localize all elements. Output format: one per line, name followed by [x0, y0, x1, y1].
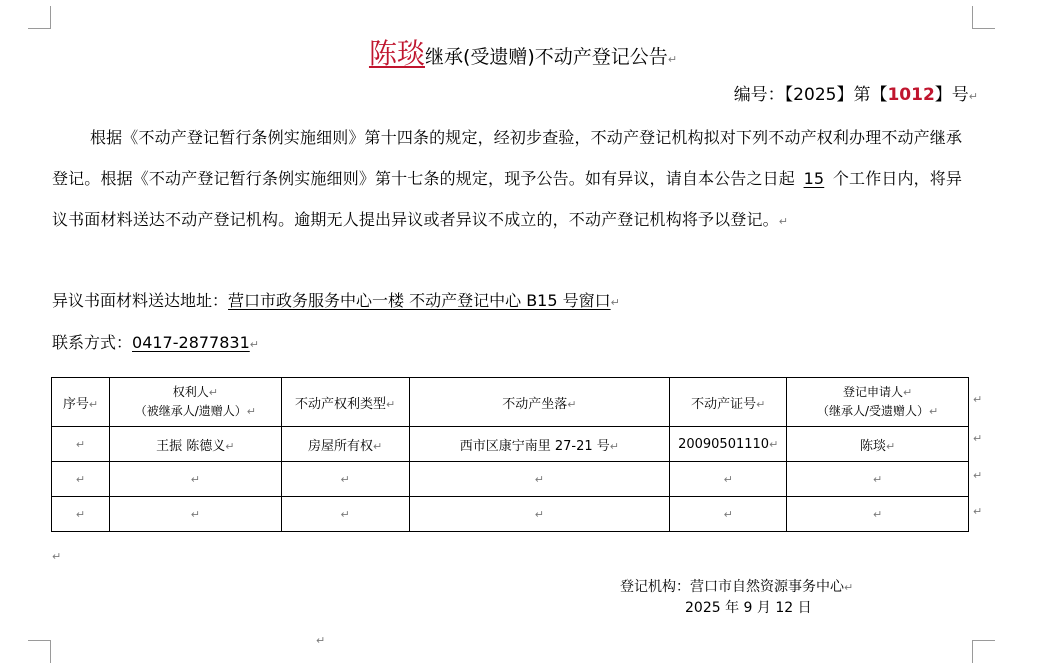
table-header-row [52, 378, 969, 427]
number-suffix[interactable]: 】号 [934, 85, 969, 105]
paragraph-part2[interactable]: 个工作日内，将异议书面材料送达不动产登记机构。逾期无人提出异议或者异议不成立的，不动产登记机构将予以登记。 [52, 169, 963, 229]
contact-line[interactable] [52, 330, 259, 353]
end-paragraph-mark: ↵ [316, 634, 326, 647]
row-end-mark: ↵ [973, 393, 983, 406]
notice-paragraph[interactable] [52, 117, 974, 242]
header-applicant[interactable]: 登记申请人↵ （继承人/受遗赠人）↵ [787, 378, 969, 427]
cell-applicant[interactable]: 陈琰↵ [787, 427, 969, 462]
table-row [52, 427, 969, 462]
cell-holder[interactable]: ↵ [109, 497, 281, 532]
cell-right-type[interactable]: 房屋所有权↵ [281, 427, 409, 462]
number-value[interactable]: 1012 [887, 85, 935, 105]
cell-right-type[interactable]: ↵ [281, 462, 409, 497]
cell-right-type[interactable]: ↵ [281, 497, 409, 532]
days-blank[interactable]: 15 [803, 169, 825, 188]
row-end-mark: ↵ [973, 469, 983, 482]
cell-applicant[interactable]: ↵ [787, 497, 969, 532]
cell-holder[interactable]: ↵ [109, 462, 281, 497]
title-text[interactable]: 继承(受遗赠)不动产登记公告 [424, 46, 668, 68]
row-end-mark: ↵ [973, 432, 983, 445]
contact-label[interactable]: 联系方式： [52, 333, 133, 352]
cell-seq[interactable]: ↵ [52, 497, 110, 532]
registration-table [51, 377, 969, 532]
registration-authority[interactable]: 登记机构：营口市自然资源事务中心↵ [620, 579, 854, 595]
table-row [52, 497, 969, 532]
cell-location[interactable]: ↵ [409, 462, 670, 497]
objection-address-line[interactable] [52, 288, 620, 311]
header-holder[interactable]: 权利人↵ （被继承人/遗赠人）↵ [109, 378, 281, 427]
paragraph-mark: ↵ [968, 90, 978, 103]
table-row [52, 462, 969, 497]
crop-mark-top-right [972, 6, 995, 29]
title-name[interactable]: 陈琰 [368, 37, 425, 70]
address-value[interactable]: 营口市政务服务中心一楼 不动产登记中心 B15 号窗口 [228, 291, 611, 310]
cell-cert-no[interactable]: ↵ [670, 462, 787, 497]
header-cert-no[interactable]: 不动产证号↵ [670, 378, 787, 427]
cell-cert-no[interactable]: 20090501110↵ [670, 427, 787, 462]
header-seq[interactable]: 序号↵ [52, 378, 110, 427]
crop-mark-bottom-left [28, 640, 51, 663]
contact-value[interactable]: 0417-2877831 [132, 333, 250, 352]
crop-mark-bottom-right [972, 640, 995, 663]
cell-seq[interactable]: ↵ [52, 462, 110, 497]
document-number[interactable] [734, 80, 978, 105]
paragraph-part1[interactable]: 根据《不动产登记暂行条例实施细则》第十四条的规定，经初步查验，不动产登记机构拟对下列不动产权利办理不动产继承登记。根据《不动产登记暂行条例实施细则》第十七条的规定，现予公告。如有异议，请自本公告之日起 [52, 128, 963, 188]
paragraph-mark: ↵ [249, 338, 259, 351]
header-location[interactable]: 不动产坐落↵ [409, 378, 670, 427]
row-end-mark: ↵ [973, 505, 983, 518]
header-right-type[interactable]: 不动产权利类型↵ [281, 378, 409, 427]
cell-seq[interactable]: ↵ [52, 427, 110, 462]
number-prefix[interactable]: 编号：【2025】第【 [733, 85, 888, 105]
paragraph-mark: ↵ [610, 296, 620, 309]
empty-paragraph-mark: ↵ [52, 550, 62, 563]
crop-mark-top-left [28, 6, 51, 29]
paragraph-mark: ↵ [667, 53, 678, 66]
notice-date[interactable]: 2025 年 9 月 12 日 [685, 600, 812, 616]
cell-applicant[interactable]: ↵ [787, 462, 969, 497]
cell-cert-no[interactable]: ↵ [670, 497, 787, 532]
cell-location[interactable]: 西市区康宁南里 27-21 号↵ [409, 427, 670, 462]
cell-holder[interactable]: 王振 陈德义↵ [109, 427, 281, 462]
paragraph-mark: ↵ [778, 215, 789, 228]
cell-location[interactable]: ↵ [409, 497, 670, 532]
address-label[interactable]: 异议书面材料送达地址： [52, 291, 229, 310]
document-title[interactable] [0, 32, 1046, 72]
